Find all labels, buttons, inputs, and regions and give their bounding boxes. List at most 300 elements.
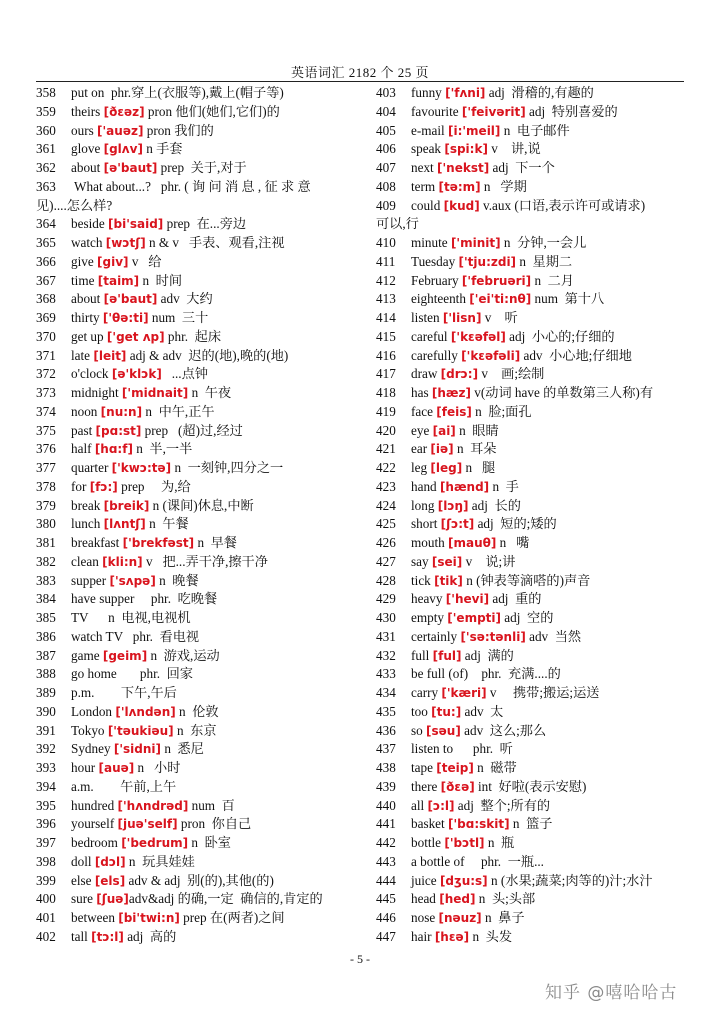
entry-word: breakfast	[71, 535, 123, 550]
entry-text	[411, 665, 561, 684]
entry-definition: prep 为,给	[117, 478, 191, 494]
entry-text	[71, 609, 191, 628]
entry-number: 421	[376, 441, 396, 457]
entry-text	[71, 703, 219, 722]
entry-definition: adv & adj 别(的),其他(的)	[125, 872, 274, 888]
entry-definition: prep 在...旁边	[163, 216, 247, 232]
entry-word: about	[71, 160, 104, 175]
entry-definition: v 画;绘制	[478, 366, 545, 382]
vocab-entry	[36, 478, 348, 497]
entry-number: 362	[36, 160, 56, 175]
entry-word: tape	[411, 760, 437, 775]
entry-number: 440	[376, 797, 396, 813]
vocab-entry	[376, 497, 684, 516]
entry-text	[71, 140, 183, 159]
entry-definition: num 第十八	[531, 291, 605, 307]
vocab-entry	[36, 590, 348, 609]
entry-number: 359	[36, 103, 56, 119]
entry-word: short	[411, 516, 441, 532]
entry-word: has	[411, 385, 432, 400]
entry-text	[411, 422, 499, 441]
vocab-entry	[376, 328, 684, 347]
entry-text	[411, 759, 517, 778]
entry-text	[71, 497, 254, 516]
entry-word: Sydney	[71, 741, 114, 757]
entry-word: lunch	[71, 516, 104, 532]
entry-text	[71, 909, 285, 928]
entry-number: 423	[376, 478, 396, 494]
entry-phonetic: [dɔl]	[94, 854, 126, 869]
entry-word: favourite	[411, 103, 462, 119]
entry-number: 400	[36, 891, 56, 907]
entry-text	[411, 309, 518, 328]
vocab-entry	[376, 684, 684, 703]
entry-number: 367	[36, 272, 56, 288]
entry-text	[71, 272, 182, 291]
entry-definition: num 三十	[148, 310, 209, 325]
vocab-entry	[36, 84, 348, 103]
entry-definition: n 星期二	[516, 253, 573, 269]
entry-definition: n 一刻钟,四分之一	[171, 460, 284, 475]
entry-number: 432	[376, 647, 396, 663]
vocab-entry	[376, 534, 684, 553]
entry-number: 371	[36, 347, 56, 363]
entry-number: 407	[376, 160, 396, 175]
entry-word: head	[411, 891, 440, 907]
entry-phonetic: [nu:n]	[100, 404, 143, 419]
entry-text	[411, 459, 495, 478]
entry-phonetic: [nəuz]	[438, 911, 482, 925]
entry-text	[411, 928, 512, 947]
entry-definition: n 分钟,一会儿	[500, 235, 587, 250]
entry-phonetic: ['kæri]	[441, 686, 487, 700]
entry-text	[71, 759, 180, 778]
entry-number: 397	[36, 835, 56, 850]
entry-text	[411, 590, 541, 609]
vocab-entry	[376, 928, 684, 947]
entry-definition: phr. 一瓶...	[464, 853, 544, 869]
entry-text	[411, 534, 529, 553]
entry-word: empty	[411, 610, 448, 625]
entry-phonetic: [hɑ:f]	[94, 442, 133, 457]
vocab-entry	[36, 665, 348, 684]
entry-definition: n 中午,正午	[142, 403, 215, 419]
entry-text	[71, 347, 288, 366]
entry-definition: adj & adv 迟的(地),晚的(地)	[126, 347, 289, 363]
entry-text	[71, 103, 280, 122]
entry-word: supper	[71, 572, 110, 588]
entry-definition: v(动词 have 的单数第三人称)有	[470, 385, 654, 400]
entry-word: leg	[411, 460, 431, 475]
entry-definition: adv 太	[461, 703, 504, 719]
entry-word: hundred	[71, 797, 118, 813]
entry-text	[411, 122, 570, 141]
entry-definition: phr. 回家	[116, 666, 193, 682]
entry-phonetic: ['sʌpə]	[109, 573, 156, 588]
entry-word: tick	[411, 572, 435, 588]
entry-phonetic: ['auəz]	[97, 123, 144, 138]
entry-word: theirs	[71, 103, 104, 119]
entry-phonetic: ['kɛəfəli]	[461, 348, 521, 363]
entry-word: clean	[71, 553, 103, 569]
entry-number: 382	[36, 553, 56, 569]
entry-definition: n & v 手表、观看,注视	[145, 235, 285, 250]
entry-phonetic: ['bedrum]	[121, 836, 189, 850]
vocab-entry	[36, 609, 348, 628]
vocab-column-right	[376, 84, 684, 947]
entry-definition: prep 关于,对于	[157, 160, 247, 175]
entry-phonetic: [drɔ:]	[440, 367, 479, 382]
entry-phonetic: [ɔ:l]	[427, 798, 455, 813]
vocab-entry	[376, 403, 684, 422]
entry-definition: 午前,上午	[93, 778, 177, 794]
entry-definition: n 头发	[469, 928, 513, 944]
entry-text	[71, 365, 208, 384]
vocab-entry	[376, 815, 684, 834]
entry-text	[411, 497, 521, 516]
entry-definition: adj 短的;矮的	[474, 516, 557, 532]
entry-word: have supper	[71, 591, 135, 607]
entry-definition: n 磁带	[473, 760, 517, 775]
entry-text	[411, 609, 553, 628]
entry-text	[71, 853, 195, 872]
vocab-entry	[376, 290, 684, 309]
entry-definition: phr. 充满....的	[468, 666, 561, 682]
vocab-entry	[376, 628, 684, 647]
entry-phonetic: [breik]	[103, 498, 150, 513]
entry-word: break	[71, 497, 104, 513]
vocab-entry	[376, 365, 684, 384]
entry-text	[71, 159, 247, 178]
entry-phonetic: [ə'klɔk]	[111, 367, 162, 382]
entry-text	[411, 84, 594, 103]
entry-definition: adj 满的	[461, 647, 514, 663]
entry-definition: adj 特别喜爱的	[525, 103, 618, 119]
entry-number: 368	[36, 291, 56, 307]
entry-phonetic: [feis]	[436, 404, 472, 419]
entry-phonetic: [ə'baut]	[103, 292, 158, 307]
entry-phonetic: ['hʌndrəd]	[117, 798, 189, 813]
entry-word: carefully	[411, 347, 462, 363]
vocab-entry	[36, 909, 348, 928]
entry-text	[411, 272, 574, 291]
entry-number: 424	[376, 497, 396, 513]
entry-number: 394	[36, 778, 56, 794]
entry-definition: n (课间)休息,中断	[149, 497, 254, 513]
entry-text	[71, 553, 268, 572]
entry-number: 383	[36, 572, 56, 588]
entry-number: 392	[36, 741, 56, 757]
entry-definition: n 伦敦	[175, 703, 219, 719]
entry-word: face	[411, 403, 437, 419]
entry-text	[411, 515, 557, 534]
entry-number: 387	[36, 647, 56, 663]
entry-word: next	[411, 160, 438, 175]
entry-text	[411, 778, 586, 797]
vocab-entry	[36, 440, 348, 459]
entry-phonetic: ['bɔtl]	[444, 836, 485, 850]
entry-phonetic: [tik]	[434, 573, 463, 588]
entry-phonetic: ['februəri]	[461, 273, 532, 288]
entry-text	[71, 590, 217, 609]
entry-number: 437	[376, 741, 396, 757]
vocab-entry	[376, 103, 684, 122]
entry-phonetic: ['empti]	[447, 611, 501, 625]
entry-phonetic: [spi:k]	[444, 142, 488, 157]
entry-text	[411, 647, 514, 666]
entry-phonetic: [taim]	[97, 273, 140, 288]
entry-phonetic: [hænd]	[439, 479, 490, 494]
entry-word: term	[411, 178, 439, 194]
entry-number: 406	[376, 141, 396, 157]
entry-number: 441	[376, 816, 396, 832]
entry-definition: n 鼻子	[481, 910, 525, 925]
entry-text	[411, 103, 618, 122]
entry-word: What about...?	[71, 178, 151, 194]
entry-phonetic: ['ei'ti:nθ]	[469, 292, 532, 307]
entry-number: 358	[36, 85, 56, 100]
vocab-entry	[376, 834, 684, 853]
vocab-column-left	[36, 84, 348, 947]
entry-word: time	[71, 272, 98, 288]
entry-phonetic: ['təukiəu]	[107, 723, 174, 738]
vocab-entry	[376, 347, 684, 366]
entry-word: TV	[71, 610, 89, 625]
entry-number: 422	[376, 460, 396, 475]
entry-number: 411	[376, 253, 396, 269]
vocab-entry	[376, 909, 684, 928]
entry-word: carry	[411, 685, 442, 700]
entry-word: put on	[71, 85, 105, 100]
entry-text	[411, 178, 527, 197]
entry-phonetic: ['nekst]	[437, 161, 490, 175]
vocab-entry	[376, 515, 684, 534]
entry-definition: phr. ( 询 问 消 息 , 征 求 意	[150, 178, 311, 194]
entry-definition: pron 你自己	[177, 816, 252, 832]
entry-phonetic: ['kwɔ:tə]	[111, 461, 172, 475]
vocab-entry	[376, 590, 684, 609]
entry-text	[411, 909, 525, 928]
vocab-entry	[36, 778, 348, 797]
entry-phonetic: ['hevi]	[445, 592, 490, 607]
entry-definition: n 午夜	[188, 385, 232, 400]
entry-text	[411, 197, 645, 216]
entry-definition: n 玩具娃娃	[125, 853, 195, 869]
vocab-entry	[36, 628, 348, 647]
entry-number: 393	[36, 760, 56, 775]
vocab-entry	[376, 234, 684, 253]
vocab-entry	[376, 384, 684, 403]
entry-number: 412	[376, 272, 396, 288]
entry-number: 444	[376, 872, 396, 888]
vocab-entry	[376, 122, 684, 141]
entry-number: 377	[36, 460, 56, 475]
entry-phonetic: ['fʌni]	[445, 86, 486, 100]
entry-text	[411, 328, 615, 347]
entry-definition: n 电视,电视机	[88, 610, 191, 625]
page-number: - 5 -	[350, 952, 370, 966]
vocab-entry	[36, 759, 348, 778]
entry-word: ear	[411, 441, 431, 457]
entry-definition: phr.穿上(衣服等),戴上(帽子等)	[104, 85, 284, 100]
entry-definition: n (水果;蔬菜;肉等的)汁;水汁	[487, 872, 653, 888]
entry-phonetic: [kud]	[443, 198, 480, 213]
entry-definition: n 小时	[134, 760, 181, 775]
entry-number: 430	[376, 610, 396, 625]
entry-number: 374	[36, 403, 56, 419]
entry-word: quarter	[71, 460, 112, 475]
entry-word: could	[411, 197, 444, 213]
vocab-entry	[36, 103, 348, 122]
entry-number: 414	[376, 310, 396, 325]
vocab-entry	[36, 328, 348, 347]
vocab-entry	[376, 722, 684, 741]
entry-word: game	[71, 647, 103, 663]
entry-number: 375	[36, 422, 56, 438]
entry-phonetic: [sei]	[431, 554, 463, 569]
entry-number: 389	[36, 685, 56, 700]
vocab-entry	[36, 890, 348, 909]
entry-definition: prep 在(两者)之间	[179, 910, 285, 925]
entry-definition: n 手	[489, 478, 519, 494]
entry-number: 428	[376, 572, 396, 588]
entry-definition: n 卧室	[188, 835, 231, 850]
entry-word: so	[411, 722, 427, 738]
entry-text	[71, 309, 208, 328]
vocab-entry	[376, 272, 684, 291]
entry-definition: n 早餐	[194, 535, 237, 550]
entry-definition: pron 他们(她们,它们)的	[144, 103, 280, 119]
vocab-entry	[376, 309, 684, 328]
entry-phonetic: ['get ʌp]	[106, 329, 165, 344]
entry-number: 436	[376, 722, 396, 738]
vocab-entry	[36, 422, 348, 441]
entry-definition: n 手套	[142, 141, 183, 157]
entry-phonetic: [bi'twi:n]	[118, 911, 180, 925]
entry-word: careful	[411, 328, 451, 344]
entry-number: 435	[376, 703, 396, 719]
vocab-entry	[36, 309, 348, 328]
entry-text	[71, 459, 283, 478]
vocab-entry	[376, 759, 684, 778]
entry-number: 402	[36, 928, 56, 944]
vocab-entry	[36, 159, 348, 178]
entry-number: 405	[376, 122, 396, 138]
entry-number: 370	[36, 328, 56, 344]
entry-phonetic: [hed]	[439, 892, 476, 907]
entry-phonetic: ['feivərit]	[461, 104, 526, 119]
entry-phonetic: [ðɛəz]	[103, 104, 145, 119]
entry-definition: n 脸;面孔	[471, 403, 532, 419]
entry-definition: ...点钟	[161, 366, 208, 382]
vocab-entry	[36, 459, 348, 478]
entry-word: bedroom	[71, 835, 122, 850]
entry-number: 426	[376, 535, 396, 550]
entry-word: London	[71, 703, 116, 719]
vocab-entry	[36, 347, 348, 366]
entry-number: 390	[36, 703, 56, 719]
entry-text	[71, 890, 323, 909]
entry-phonetic: ['brekfəst]	[122, 536, 195, 550]
entry-word: juice	[411, 872, 440, 888]
entry-number: 433	[376, 666, 396, 682]
entry-text	[411, 140, 541, 159]
entry-text	[71, 534, 237, 553]
entry-phonetic: [dʒu:s]	[439, 873, 488, 888]
entry-word: eye	[411, 422, 433, 438]
vocab-entry	[376, 478, 684, 497]
entry-word: e-mail	[411, 122, 448, 138]
entry-definition: n 时间	[139, 272, 183, 288]
entry-word: glove	[71, 141, 104, 157]
entry-definition: adj 长的	[468, 497, 521, 513]
vocab-entry	[376, 797, 684, 816]
entry-text	[71, 215, 246, 234]
entry-text	[71, 515, 189, 534]
entry-phonetic: ['sidni]	[113, 742, 162, 757]
entry-number: 404	[376, 103, 396, 119]
entry-text	[71, 778, 176, 797]
vocab-entry	[36, 740, 348, 759]
entry-word: listen to	[411, 741, 454, 757]
entry-word: speak	[411, 141, 445, 157]
entry-text	[411, 384, 653, 403]
entry-text	[71, 722, 217, 741]
entry-definition: v 听	[481, 310, 518, 325]
entry-text	[71, 740, 204, 759]
entry-text	[71, 253, 161, 272]
entry-number: 364	[36, 216, 56, 232]
page-header: 英语词汇 2182 个 25 页	[290, 65, 429, 80]
entry-phonetic: [i:'meil]	[447, 123, 501, 138]
entry-word: draw	[411, 366, 441, 382]
entry-word: give	[71, 253, 98, 269]
entry-phonetic: ['tju:zdi]	[458, 254, 517, 269]
vocab-entry	[36, 853, 348, 872]
entry-word: o'clock	[71, 366, 112, 382]
entry-definition: adv 小心地;仔细地	[520, 347, 632, 363]
entry-number: 401	[36, 910, 56, 925]
vocab-entry	[376, 853, 684, 872]
entry-phonetic: ['sə:tənli]	[460, 629, 526, 644]
entry-definition: n 二月	[531, 272, 574, 288]
entry-text	[411, 834, 514, 853]
vocab-entry	[36, 722, 348, 741]
entry-text	[71, 328, 221, 347]
entry-phonetic: [səu]	[426, 723, 461, 738]
vocab-entry	[36, 272, 348, 291]
entry-word: about	[71, 291, 104, 307]
entry-phonetic: [fɔ:]	[89, 479, 118, 494]
entry-text	[71, 628, 199, 647]
entry-number: 399	[36, 872, 56, 888]
entry-word: half	[71, 441, 95, 457]
vocab-entry	[376, 647, 684, 666]
entry-text	[411, 234, 586, 253]
entry-word: hair	[411, 928, 435, 944]
entry-word: long	[411, 497, 438, 513]
entry-definition: phr. 吃晚餐	[134, 591, 218, 607]
entry-definition: v 讲,说	[487, 141, 541, 157]
vocab-entry	[36, 872, 348, 891]
entry-definition: adv 大约	[157, 291, 213, 307]
vocab-entry	[376, 459, 684, 478]
entry-number: 379	[36, 497, 56, 513]
vocab-entry	[376, 422, 684, 441]
entry-number: 380	[36, 516, 56, 532]
entry-number: 418	[376, 385, 396, 400]
vocab-entry	[376, 703, 684, 722]
